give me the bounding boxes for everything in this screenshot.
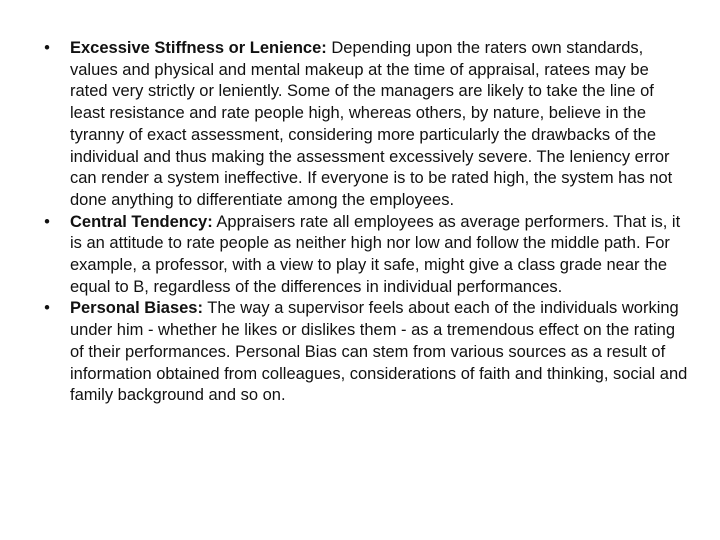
bullet-term: Excessive Stiffness or Lenience:: [70, 39, 327, 57]
bullet-item-personal-biases: [40, 298, 688, 407]
bullet-item-central-tendency: [40, 212, 688, 299]
bullet-text: Depending upon the raters own standards, values and physical and mental makeup at the time of appraisal, ratees may be rated very strictly or leniently. Some of the managers are likely to take the line of least resistance and rate people high, whereas others, by nature, believe in the tyranny of exact assessment, considering more particularly the drawbacks of the individual and thus making the assessment excessively severe. The leniency error can render a system ineffective. If everyone is to be rated high, the system has not done anything to differentiate among the employees.: [70, 39, 673, 209]
bullet-term: Central Tendency:: [70, 212, 213, 231]
bullet-item-excessive-stiffness: [40, 38, 688, 212]
bullet-dot-icon: •: [44, 299, 50, 318]
bullet-dot-icon: •: [44, 212, 50, 231]
bullet-term: Personal Biases:: [70, 299, 203, 318]
bullet-text: Appraisers rate all employees as average performers. That is, it is an attitude to rate people as neither high nor low and follow the middle path. For example, a professor, with a view to play it safe, might give a class grade near the equal to B, regardless of the differences in individual performances.: [70, 212, 681, 296]
bullet-list: [40, 38, 688, 407]
bullet-text: The way a supervisor feels about each of the individuals working under him - whether he likes or dislikes them - as a tremendous effect on the rating of their performances. Personal Bias can stem from various sources as a result of information obtained from colleagues, considerations of faith and thinking, social and family background and so on.: [70, 299, 688, 405]
bullet-dot-icon: •: [44, 39, 50, 57]
